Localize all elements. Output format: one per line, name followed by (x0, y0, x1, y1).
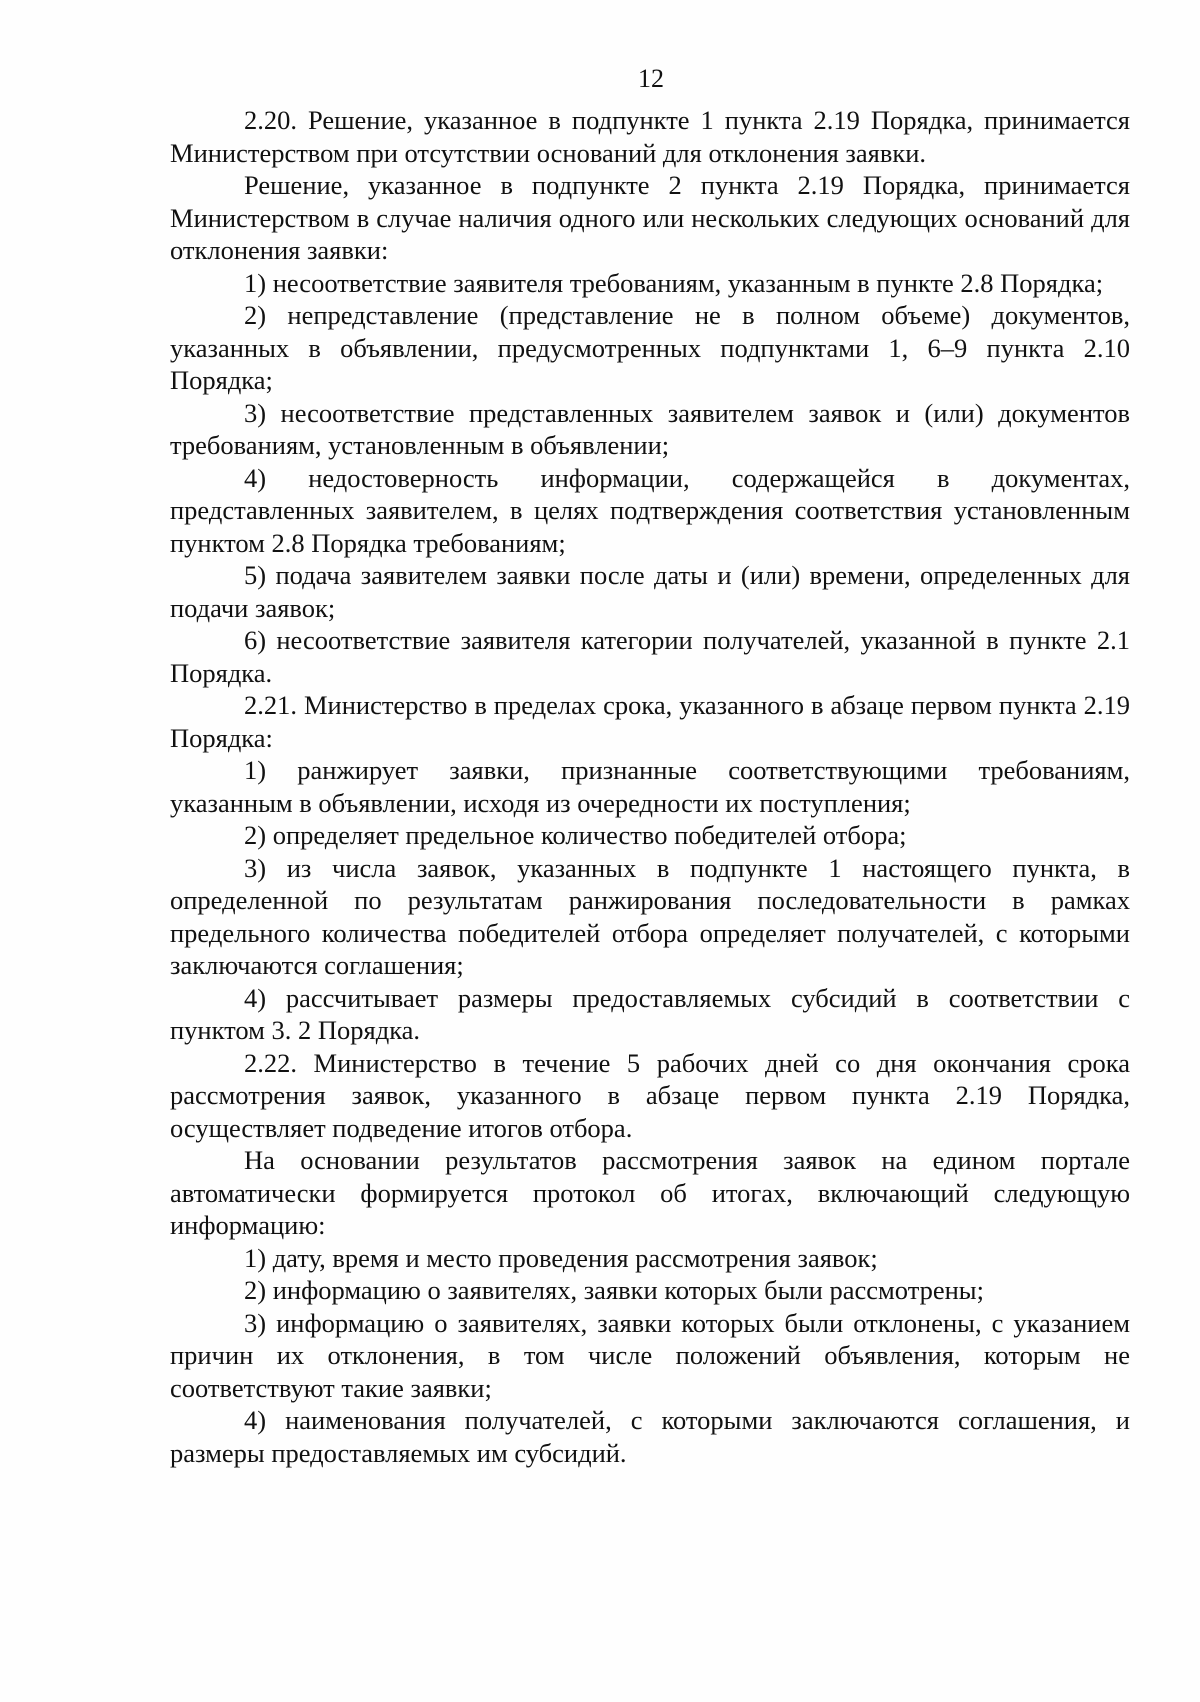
paragraph-2-20: 2.20. Решение, указанное в подпункте 1 пункта 2.19 Порядка, принимается Министерством при отсутствии оснований для отклонения заявки. (170, 105, 1130, 168)
list-item-rejection-1: 1) несоответствие заявителя требованиям, указанным в пункте 2.8 Порядка; (244, 267, 1104, 298)
page-number: 12 (638, 64, 664, 93)
list-item-rejection-4: 4) недостоверность информации, содержащейся в документах, представленных заявителем, в целях подтверждения соответствия установленным пунктом 2.8 Порядка требованиям; (170, 462, 1130, 558)
list-item-rejection-6: 6) несоответствие заявителя категории получателей, указанной в пункте 2.1 Порядка. (170, 625, 1130, 688)
list-item-rejection-5: 5) подача заявителем заявки после даты и (или) времени, определенных для подачи заявок; (170, 560, 1130, 623)
list-item-ministry-4: 4) рассчитывает размеры предоставляемых субсидий в соответствии с пунктом 3. 2 Порядка. (170, 982, 1130, 1045)
list-item-protocol-4: 4) наименования получателей, с которыми заключаются соглашения, и размеры предоставляемых им субсидий. (170, 1405, 1130, 1468)
list-item-rejection-3: 3) несоответствие представленных заявителем заявок и (или) документов требованиям, установленным в объявлении; (170, 397, 1130, 460)
list-item-protocol-3: 3) информацию о заявителях, заявки которых были отклонены, с указанием причин их отклонения, в том числе положений объявления, которым не соответствуют такие заявки; (170, 1307, 1130, 1403)
paragraph-protocol: На основании результатов рассмотрения заявок на едином портале автоматически формируется протокол об итогах, включающий следующую информацию: (170, 1145, 1130, 1240)
list-item-rejection-2: 2) непредставление (представление не в полном объеме) документов, указанных в объявлении, предусмотренных подпунктами 1, 6–9 пункта 2.10 Порядка; (170, 300, 1130, 395)
list-item-ministry-1: 1) ранжирует заявки, признанные соответствующими требованиям, указанным в объявлении, исходя из очередности их поступления; (170, 755, 1130, 818)
list-item-ministry-3: 3) из числа заявок, указанных в подпункте 1 настоящего пункта, в определенной по результатам ранжирования последовательности в рамках предельного количества победителей отбора определяет получателей, с которыми заключаются соглашения; (170, 852, 1130, 980)
paragraph-2-22: 2.22. Министерство в течение 5 рабочих дней со дня окончания срока рассмотрения заявок, указанного в абзаце первом пункта 2.19 Порядка, осуществляет подведение итогов отбора. (170, 1047, 1130, 1143)
list-item-protocol-1: 1) дату, время и место проведения рассмотрения заявок; (244, 1242, 878, 1273)
list-item-ministry-2: 2) определяет предельное количество победителей отбора; (244, 820, 907, 850)
document-body (170, 104, 1130, 1469)
paragraph-rejection-decision: Решение, указанное в подпункте 2 пункта 2.19 Порядка, принимается Министерством в случае наличия одного или нескольких следующих оснований для отклонения заявки: (170, 170, 1130, 265)
paragraph-2-21: 2.21. Министерство в пределах срока, указанного в абзаце первом пункта 2.19 Порядка: (170, 690, 1130, 753)
list-item-protocol-2: 2) информацию о заявителях, заявки которых были рассмотрены; (244, 1275, 984, 1305)
